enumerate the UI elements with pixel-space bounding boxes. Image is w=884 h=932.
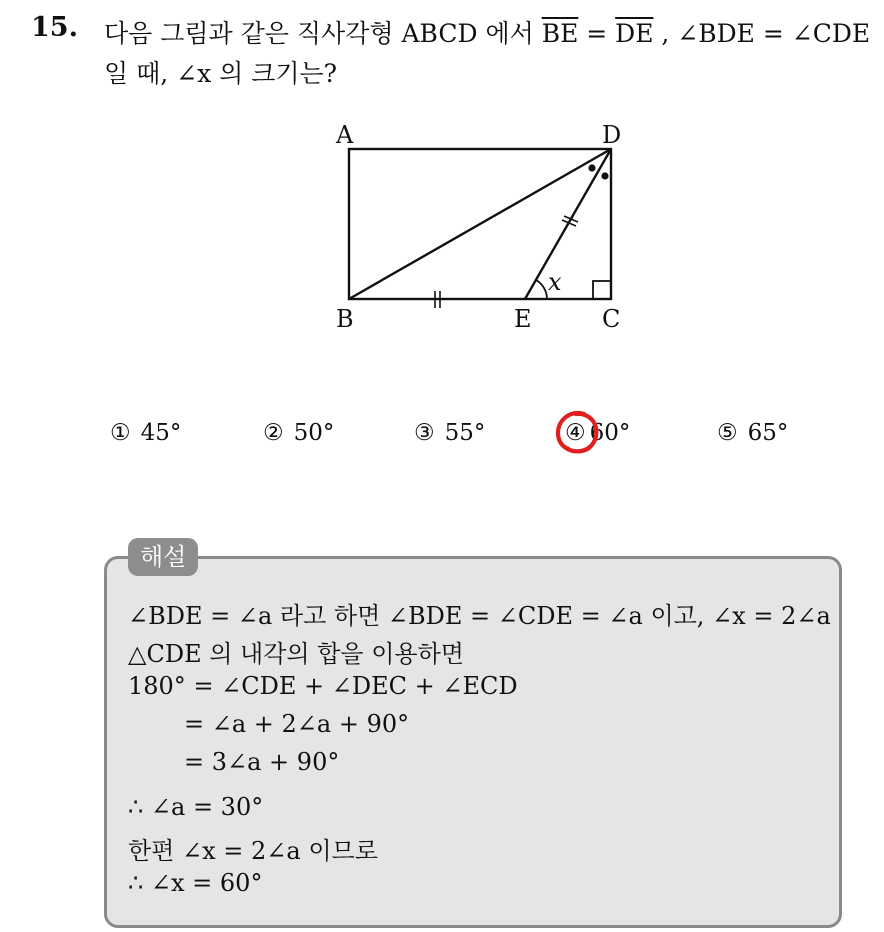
equals-sign: = xyxy=(578,19,616,48)
answer-choices xyxy=(0,420,884,460)
right-angle-mark xyxy=(593,281,611,299)
solution-line-8: ∴ ∠x = 60° xyxy=(128,869,263,897)
solution-line-1: ∠BDE = ∠a 라고 하면 ∠BDE = ∠CDE = ∠a 이고, ∠x = 2∠a xyxy=(128,602,831,630)
choice-2-mark: ② xyxy=(263,420,284,446)
angle-dot-bde xyxy=(588,164,595,171)
segment-be: $\overline{BE}$ xyxy=(541,19,579,48)
vertex-label-e: E xyxy=(514,305,532,333)
vertex-label-d: D xyxy=(602,121,622,149)
angle-condition: , ∠BDE = ∠CDE xyxy=(653,19,871,48)
choice-2-value: 50° xyxy=(293,420,335,446)
solution-line-2: △CDE 의 내각의 합을 이용하면 xyxy=(128,640,464,668)
solution-line-5: = 3∠a + 90° xyxy=(184,748,340,776)
question-text-line1 xyxy=(104,14,870,50)
angle-label-x: x xyxy=(548,268,562,296)
choice-4-value: 60° xyxy=(589,420,631,446)
question-number: 15. xyxy=(31,12,78,43)
answer-circle-mark xyxy=(554,408,600,456)
angle-dot-cde xyxy=(601,172,608,179)
choice-3-mark: ③ xyxy=(414,420,435,446)
solution-line-7: 한편 ∠x = 2∠a 이므로 xyxy=(128,837,378,865)
choice-5[interactable] xyxy=(717,420,788,446)
vertex-label-a: A xyxy=(336,121,354,149)
choice-3[interactable] xyxy=(414,420,485,446)
choice-1-mark: ① xyxy=(110,420,131,446)
choice-3-value: 55° xyxy=(444,420,486,446)
vertex-label-c: C xyxy=(602,305,621,333)
solution-line-6: ∴ ∠a = 30° xyxy=(128,793,264,821)
solution-tag: 해설 xyxy=(128,538,198,576)
rectangle-figure xyxy=(300,110,660,350)
segment-ed xyxy=(525,149,611,299)
question-text-line2: 일 때, ∠x 의 크기는? xyxy=(104,59,338,88)
choice-2[interactable] xyxy=(263,420,334,446)
vertex-label-b: B xyxy=(336,305,354,333)
choice-1-value: 45° xyxy=(140,420,182,446)
solution-line-3: 180° = ∠CDE + ∠DEC + ∠ECD xyxy=(128,672,518,700)
choice-5-mark: ⑤ xyxy=(717,420,738,446)
question-text-part: 다음 그림과 같은 직사각형 ABCD 에서 xyxy=(104,19,542,48)
solution-line-4: = ∠a + 2∠a + 90° xyxy=(184,710,410,738)
choice-1[interactable] xyxy=(110,420,181,446)
angle-x-arc xyxy=(536,280,547,299)
choice-4-mark: ④ xyxy=(565,420,586,446)
choice-5-value: 65° xyxy=(747,420,789,446)
segment-de: $\overline{DE}$ xyxy=(615,19,654,48)
